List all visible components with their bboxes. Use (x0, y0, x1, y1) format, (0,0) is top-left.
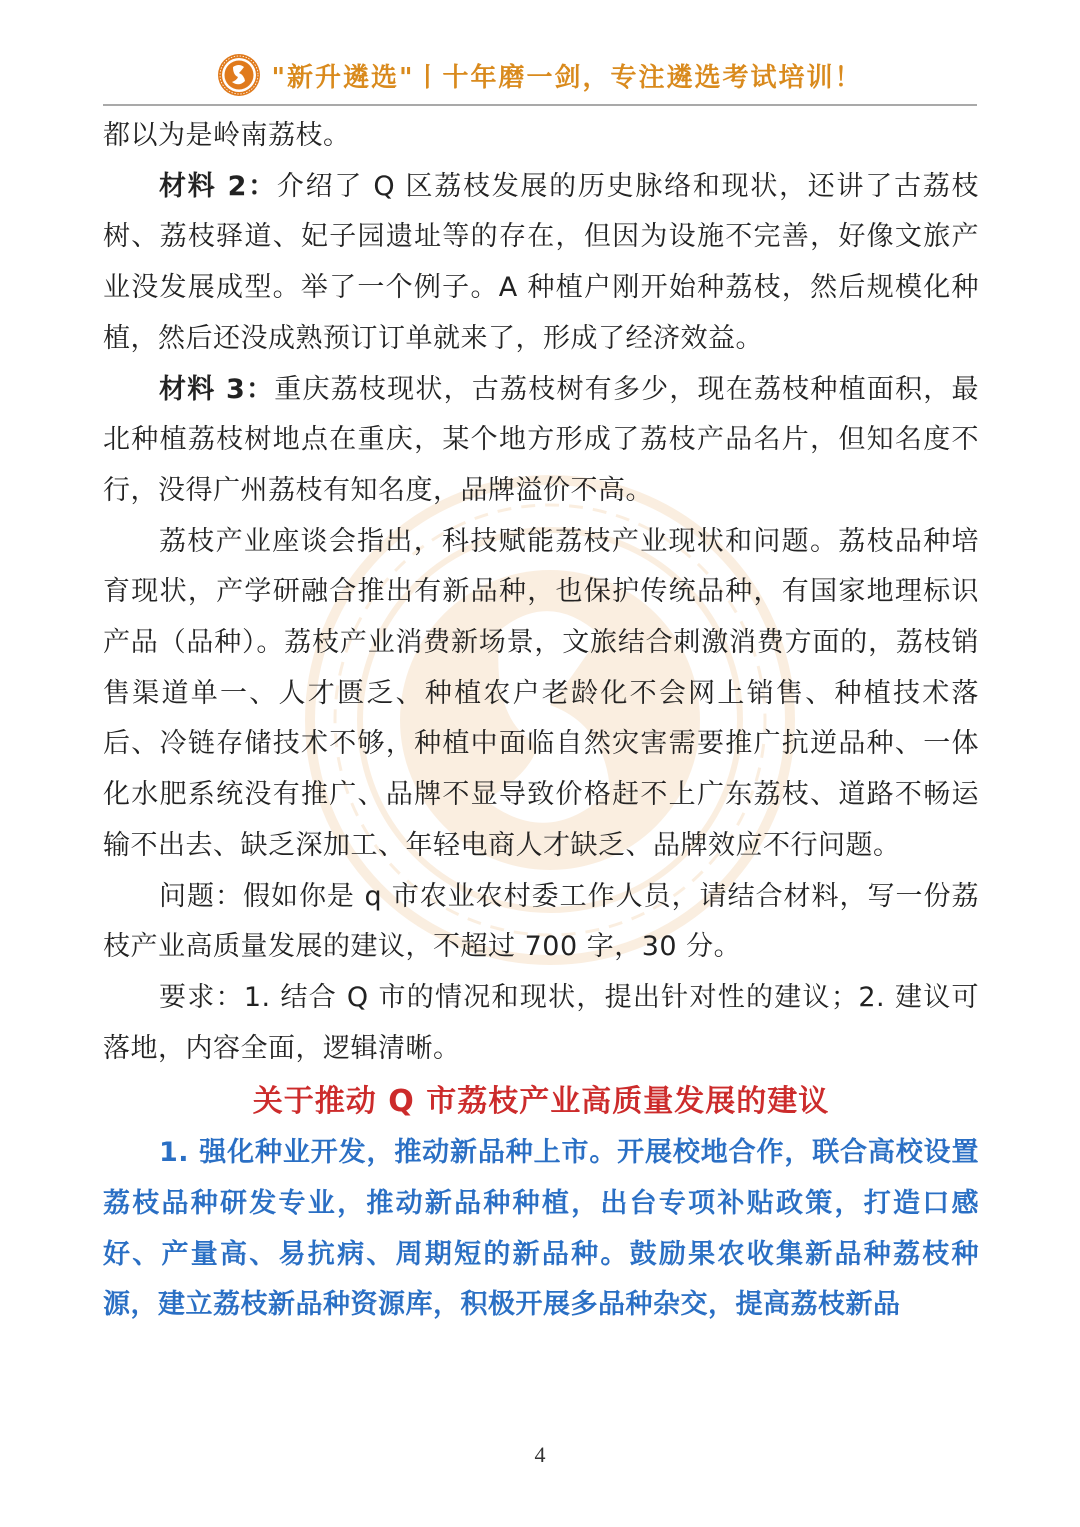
seal-logo-icon (217, 53, 261, 97)
material-3-paragraph (103, 365, 979, 517)
forum-paragraph: 荔枝产业座谈会指出，科技赋能荔枝产业现状和问题。荔枝品种培育现状，产学研融合推出有新品种，也保护传统品种，有国家地理标识产品（品种）。荔枝产业消费新场景，文旅结合刺激消费方面的，荔枝销售渠道单一、人才匮乏、种植农户老龄化不会网上销售、种植技术落后、冷链存储技术不够，种植中面临自然灾害需要推广抗逆品种、一体化水肥系统没有推广、品牌不显导致价格赶不上广东荔枝、道路不畅运输不出去、缺乏深加工、年轻电商人才缺乏、品牌效应不行问题。 (103, 525, 979, 861)
material-2-label: 材料 2： (159, 170, 277, 202)
material-2-paragraph (103, 162, 979, 365)
page-header (103, 52, 977, 106)
continued-paragraph: 都以为是岭南荔枝。 (103, 120, 351, 151)
page-number: 4 (534, 1442, 546, 1467)
requirement-paragraph: 要求：1. 结合 Q 市的情况和现状，提出针对性的建议；2. 建议可落地，内容全面，逻辑清晰。 (103, 981, 979, 1064)
material-3-label: 材料 3： (159, 373, 275, 405)
document-body (103, 111, 979, 1331)
material-2-text: 介绍了 Q 区荔枝发展的历史脉络和现状，还讲了古荔枝树、荔枝驿道、妃子园遗址等的存在，但因为设施不完善，好像文旅产业没发展成型。举了一个例子。A 种植户刚开始种荔枝，然后规模化种植，然后还没成熟预订订单就来了，形成了经济效益。 (103, 170, 979, 354)
suggestion-point-1: 1. 强化种业开发，推动新品种上市。开展校地合作，联合高校设置荔枝品种研发专业，推动新品种种植，出台专项补贴政策，打造口感好、产量高、易抗病、周期短的新品种。鼓励果农收集新品种荔枝种源，建立荔枝新品种资源库，积极开展多品种杂交，提高荔枝新品 (103, 1137, 979, 1321)
article-title: 关于推动 Q 市荔枝产业高质量发展的建议 (252, 1084, 830, 1120)
header-slogan: "新升遴选"丨十年磨一剑，专注遴选考试培训！ (271, 62, 863, 93)
question-paragraph: 问题：假如你是 q 市农业农村委工作人员，请结合材料，写一份荔枝产业高质量发展的建议，不超过 700 字，30 分。 (103, 880, 979, 963)
material-3-text: 重庆荔枝现状，古荔枝树有多少，现在荔枝种植面积，最北种植荔枝树地点在重庆，某个地方形成了荔枝产品名片，但知名度不行，没得广州荔枝有知名度，品牌溢价不高。 (103, 373, 980, 506)
